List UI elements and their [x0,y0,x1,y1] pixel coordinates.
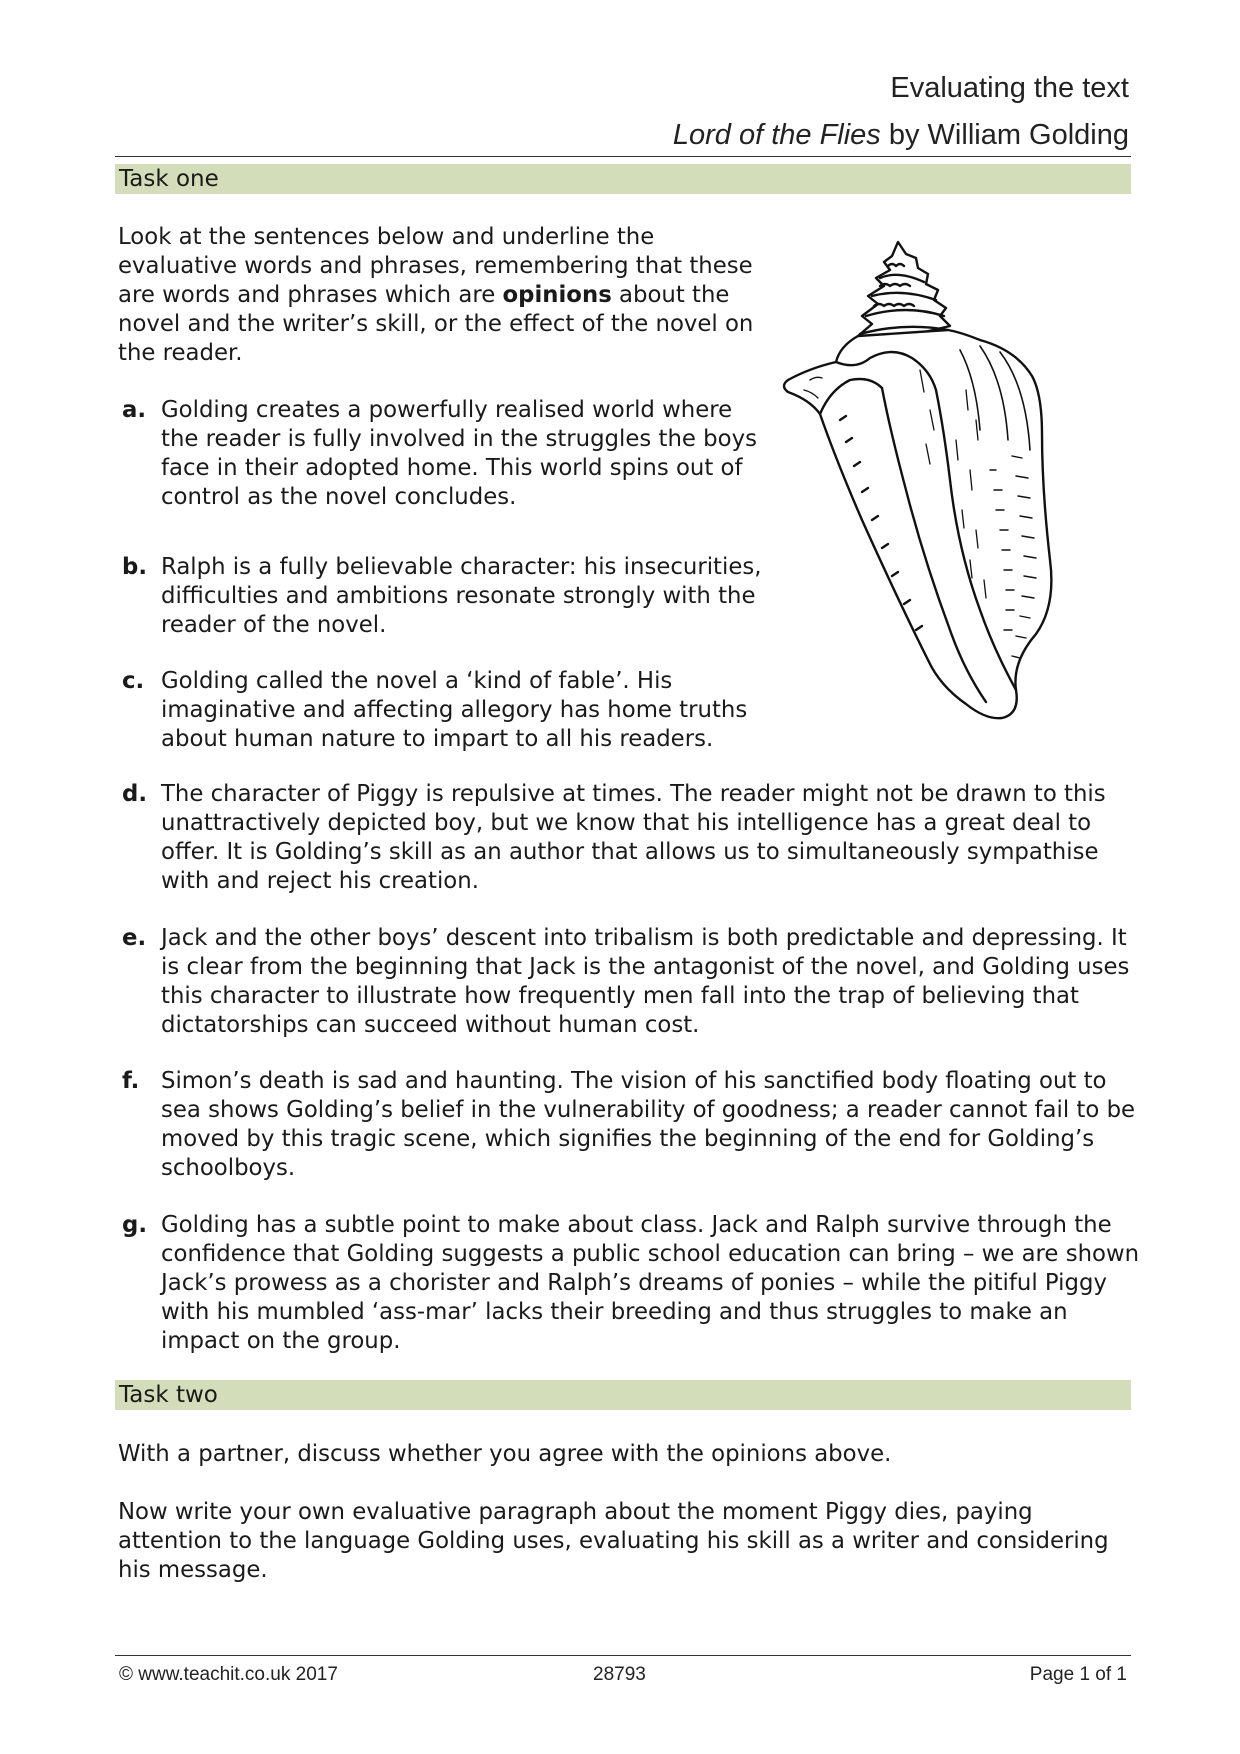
para2-line: Now write your own evaluative paragraph about the moment Piggy dies, paying [118,1499,1033,1525]
item-letter: b. [122,554,147,580]
intro-line: novel and the writer’s skill, or the effect of the novel on [118,311,754,337]
item-line: Golding creates a powerfully realised world where [161,397,733,423]
item-line: sea shows Golding’s belief in the vulnerability of goodness; a reader cannot fail to be [161,1097,1136,1123]
item-line: Jack and the other boys’ descent into tribalism is both predictable and depressing. It [161,925,1127,951]
task-one-heading-bar [115,164,1131,194]
item-letter: g. [122,1212,147,1238]
intro-line-part: are words and phrases which are [118,282,503,308]
intro-line: Look at the sentences below and underline the [118,224,655,250]
item-letter: c. [122,668,145,694]
item-line: control as the novel concludes. [161,484,517,510]
item-line: The character of Piggy is repulsive at times. The reader might not be drawn to this [161,781,1106,807]
item-line: with his mumbled ‘ass-mar’ lacks their breeding and thus struggles to make an [161,1299,1068,1325]
para2-line: attention to the language Golding uses, evaluating his skill as a writer and considering [118,1528,1109,1554]
item-text [161,553,761,640]
footer-page-number: Page 1 of 1 [1029,1664,1127,1685]
item-letter: e. [122,925,147,951]
item-line: unattractively depicted boy, but we know that his intelligence has a great deal to [161,810,1092,836]
item-text [161,1211,1139,1356]
intro-line: evaluative words and phrases, remembering that these [118,253,753,279]
book-title: Lord of the Flies [672,119,881,151]
task-two-heading-bar [115,1380,1131,1410]
item-line: about human nature to impart to all his readers. [161,726,714,752]
conch-shell-icon [780,230,1070,730]
task-two-para1: With a partner, discuss whether you agree with the opinions above. [118,1441,892,1467]
item-text [161,924,1129,1040]
page-footer [115,1655,1131,1696]
task-two-para2 [118,1498,1109,1585]
item-line: imaginative and affecting allegory has home truths [161,697,748,723]
item-line: dictatorships can succeed without human cost. [161,1012,700,1038]
item-text [161,667,747,754]
item-line: face in their adopted home. This world spins out of [161,455,743,481]
item-line: reader of the novel. [161,612,387,638]
footer-copyright: © www.teachit.co.uk 2017 [119,1664,338,1685]
item-text [161,396,757,512]
item-line: this character to illustrate how frequently men fall into the trap of believing that [161,983,1079,1009]
item-line: offer. It is Golding’s skill as an author that allows us to simultaneously sympathise [161,839,1099,865]
task-one-heading: Task one [119,166,219,192]
item-line: Ralph is a fully believable character: his insecurities, [161,554,762,580]
page-subtitle [673,119,1129,152]
intro-bold-word: opinions [502,282,612,308]
item-letter: f. [122,1068,140,1094]
item-letter: a. [122,397,147,423]
item-text [161,780,1106,896]
item-line: the reader is fully involved in the struggles the boys [161,426,757,452]
item-line: schoolboys. [161,1155,296,1181]
item-line: Simon’s death is sad and haunting. The vision of his sanctified body floating out to [161,1068,1107,1094]
para2-line: his message. [118,1557,268,1583]
page-header [115,66,1131,157]
item-line: difficulties and ambitions resonate strongly with the [161,583,756,609]
intro-line-part: about the [611,282,730,308]
item-line: is clear from the beginning that Jack is the antagonist of the novel, and Golding uses [161,954,1130,980]
item-line: confidence that Golding suggests a public school education can bring – we are shown [161,1241,1140,1267]
item-text [161,1067,1135,1183]
item-line: moved by this tragic scene, which signifies the beginning of the end for Golding’s [161,1126,1095,1152]
footer-resource-id: 28793 [593,1664,646,1685]
item-letter: d. [122,781,147,807]
item-line: impact on the group. [161,1328,401,1354]
task-one-intro [118,223,753,368]
byline: by William Golding [880,119,1129,151]
item-line: Golding called the novel a ‘kind of fable’. His [161,668,673,694]
task-two-heading: Task two [119,1382,218,1408]
page-title: Evaluating the text [890,72,1129,104]
intro-line [118,281,753,310]
item-line: Jack’s prowess as a chorister and Ralph’s dreams of ponies – while the pitiful Piggy [161,1270,1107,1296]
intro-line: the reader. [118,340,243,366]
item-line: with and reject his creation. [161,868,479,894]
item-line: Golding has a subtle point to make about class. Jack and Ralph survive through the [161,1212,1112,1238]
